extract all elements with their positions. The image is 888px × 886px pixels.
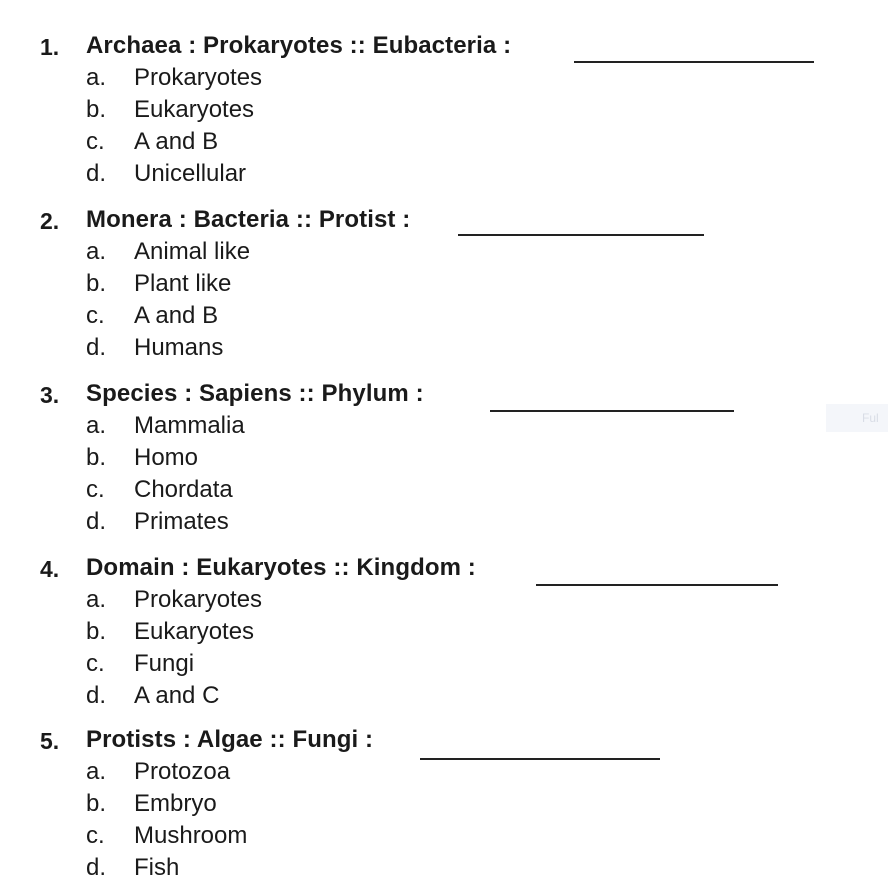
question-5 [40, 728, 840, 886]
option-letter: d. [86, 508, 107, 535]
option-a [40, 412, 840, 444]
option-c [40, 650, 840, 682]
option-text: Animal like [134, 238, 251, 265]
option-text: Mammalia [134, 412, 245, 439]
question-1 [40, 34, 840, 192]
option-text: Eukaryotes [134, 618, 255, 645]
stray-mark: Ful [826, 404, 888, 432]
option-c [40, 476, 840, 508]
option-a [40, 64, 840, 96]
question-text: Monera : Bacteria :: Protist : [86, 206, 411, 233]
option-text: Plant like [134, 270, 232, 297]
option-text: A and C [134, 682, 220, 709]
option-text: Embryo [134, 790, 217, 817]
question-line [40, 208, 840, 238]
option-d [40, 682, 840, 714]
option-text: Fungi [134, 650, 195, 677]
option-text: Unicellular [134, 160, 247, 187]
option-a [40, 586, 840, 618]
option-letter: a. [86, 586, 107, 613]
option-letter: c. [86, 822, 105, 849]
option-d [40, 854, 840, 886]
question-text: Protists : Algae :: Fungi : [86, 726, 374, 753]
option-letter: b. [86, 270, 107, 297]
option-text: Prokaryotes [134, 64, 263, 91]
option-text: Chordata [134, 476, 233, 503]
option-d [40, 160, 840, 192]
option-letter: b. [86, 790, 107, 817]
option-letter: d. [86, 334, 107, 361]
option-letter: d. [86, 160, 107, 187]
answer-blank [574, 61, 814, 63]
answer-blank [458, 234, 704, 236]
option-text: Protozoa [134, 758, 231, 785]
option-letter: d. [86, 682, 107, 709]
option-text: Eukaryotes [134, 96, 255, 123]
option-letter: d. [86, 854, 107, 881]
question-text: Domain : Eukaryotes :: Kingdom : [86, 554, 476, 581]
question-number: 1. [40, 34, 60, 60]
option-b [40, 270, 840, 302]
question-3 [40, 382, 840, 540]
question-number: 2. [40, 208, 60, 234]
option-a [40, 238, 840, 270]
option-c [40, 302, 840, 334]
option-text: Humans [134, 334, 224, 361]
option-text: A and B [134, 302, 219, 329]
option-letter: c. [86, 302, 105, 329]
question-line [40, 382, 840, 412]
option-text: Homo [134, 444, 199, 471]
option-letter: a. [86, 238, 107, 265]
question-line [40, 556, 840, 586]
option-text: Primates [134, 508, 229, 535]
option-letter: c. [86, 650, 105, 677]
option-letter: a. [86, 412, 107, 439]
option-text: Mushroom [134, 822, 248, 849]
question-text: Archaea : Prokaryotes :: Eubacteria : [86, 32, 512, 59]
option-letter: c. [86, 128, 105, 155]
option-c [40, 822, 840, 854]
question-text: Species : Sapiens :: Phylum : [86, 380, 424, 407]
option-b [40, 444, 840, 476]
question-number: 4. [40, 556, 60, 582]
question-number: 5. [40, 728, 60, 754]
question-4 [40, 556, 840, 714]
option-letter: b. [86, 96, 107, 123]
option-text: A and B [134, 128, 219, 155]
option-d [40, 334, 840, 366]
option-a [40, 758, 840, 790]
option-text: Fish [134, 854, 180, 881]
option-letter: a. [86, 758, 107, 785]
option-letter: b. [86, 444, 107, 471]
option-letter: a. [86, 64, 107, 91]
question-number: 3. [40, 382, 60, 408]
question-line [40, 728, 840, 758]
question-line [40, 34, 840, 64]
option-d [40, 508, 840, 540]
question-2 [40, 208, 840, 366]
option-letter: c. [86, 476, 105, 503]
option-b [40, 96, 840, 128]
option-text: Prokaryotes [134, 586, 263, 613]
option-c [40, 128, 840, 160]
option-b [40, 618, 840, 650]
option-letter: b. [86, 618, 107, 645]
option-b [40, 790, 840, 822]
